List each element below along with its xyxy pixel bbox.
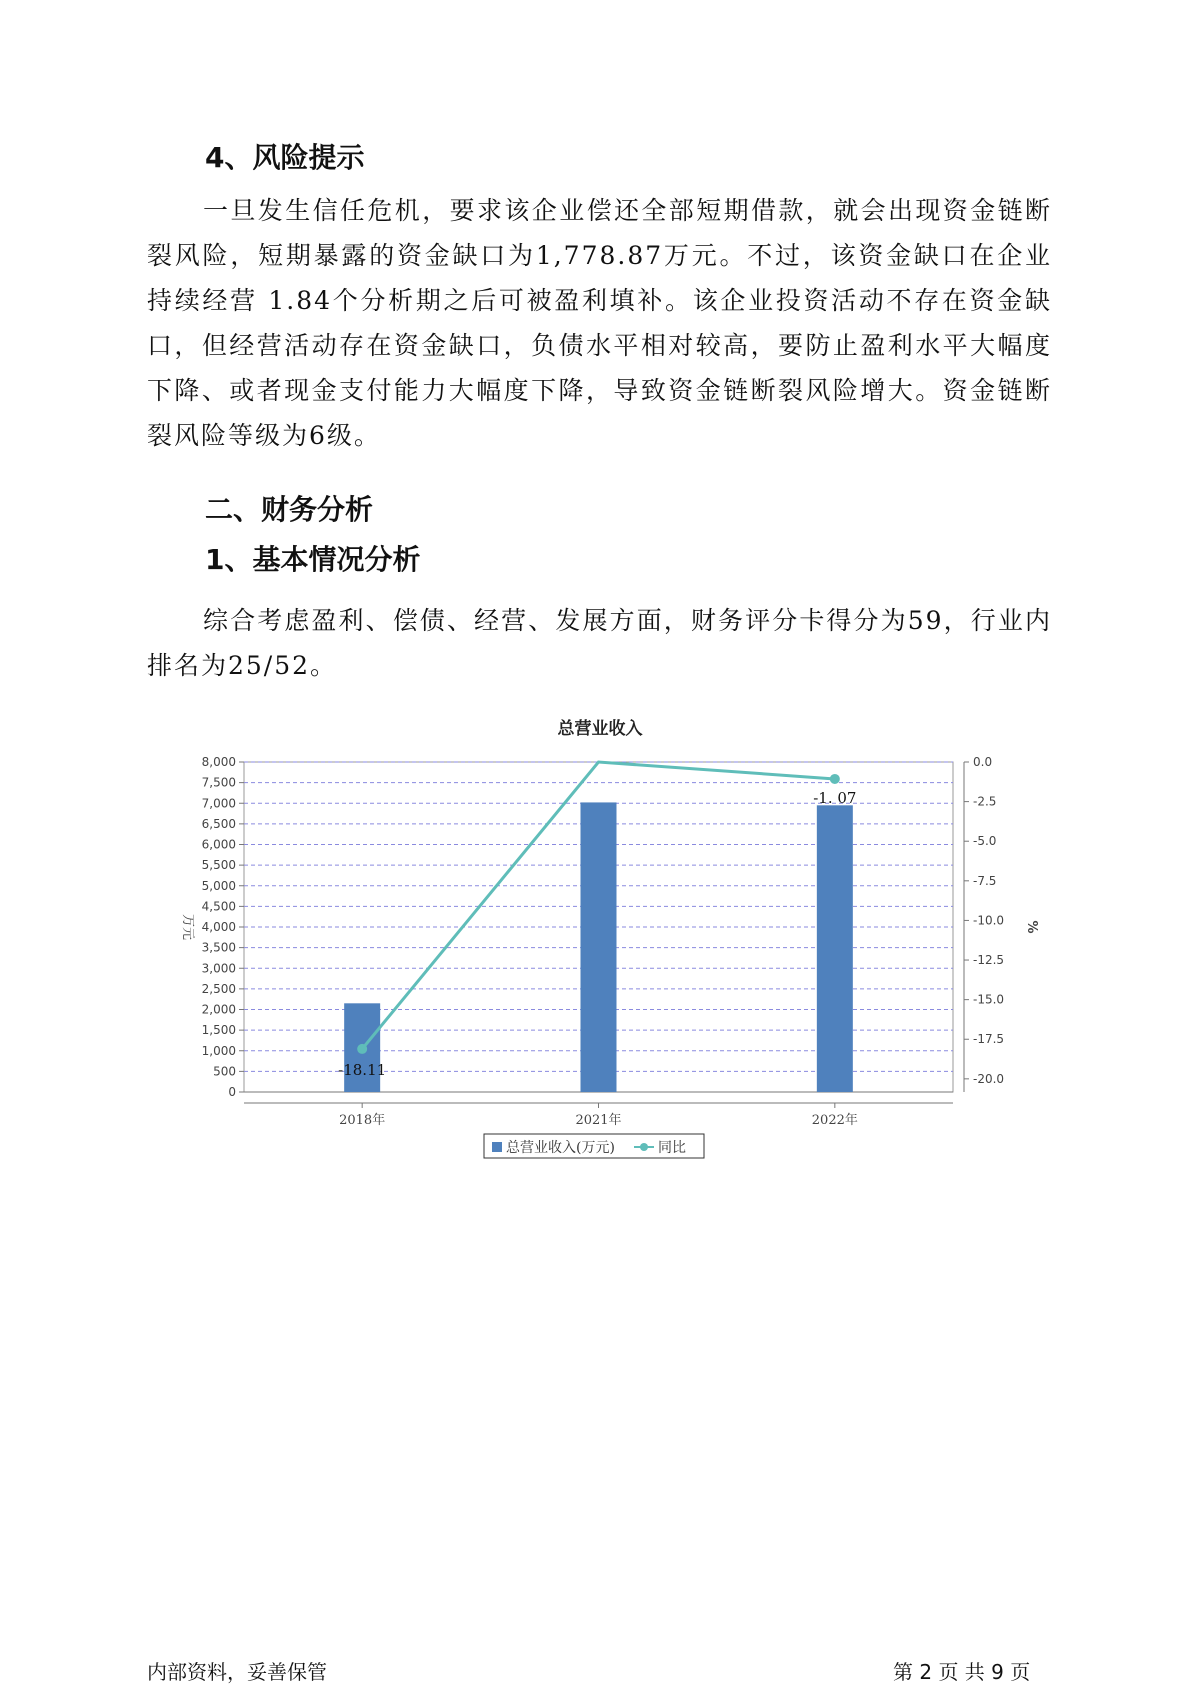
- chart-legend: [484, 1134, 704, 1158]
- left-tick-label: 7,500: [201, 775, 236, 790]
- yoy-point: [357, 1044, 367, 1054]
- financial-analysis-heading: 二、财务分析: [205, 493, 374, 526]
- x-tick-label: 2022年: [811, 1113, 858, 1128]
- right-tick-label: 0.0: [973, 755, 993, 769]
- yoy-data-label: -1. 07: [813, 788, 857, 807]
- right-y-ticks: [964, 755, 1004, 1086]
- right-tick-label: -17.5: [973, 1032, 1005, 1047]
- left-tick-label: 6,500: [201, 816, 236, 831]
- yoy-data-label: -18.11: [338, 1060, 387, 1079]
- x-tick-label: 2021年: [575, 1113, 622, 1128]
- left-tick-label: 1,500: [201, 1023, 236, 1038]
- right-tick-label: -2.5: [973, 794, 997, 809]
- left-tick-label: 5,500: [201, 858, 236, 873]
- right-tick-label: -15.0: [973, 992, 1005, 1007]
- left-tick-label: 2,500: [201, 981, 236, 996]
- footer-page-number: 第 2 页 共 9 页: [893, 1660, 1031, 1684]
- right-tick-label: -7.5: [973, 873, 997, 888]
- legend-bar-swatch: [492, 1142, 502, 1152]
- right-tick-label: -20.0: [973, 1071, 1005, 1086]
- risk-paragraph: 一旦发生信任危机，要求该企业偿还全部短期借款，就会出现资金链断裂风险，短期暴露的资金缺口为1,778.87万元。不过，该资金缺口在企业持续经营 1.84个分析期之后可被盈利填补。该企业投资活动不存在资金缺口，但经营活动存在资金缺口，负债水平相对较高，要防止盈利水平大幅度下降、或者现金支付能力大幅度下降，导致资金链断裂风险增大。资金链断裂风险等级为6级。: [147, 196, 1052, 450]
- basic-analysis-heading: 1、基本情况分析: [205, 543, 421, 576]
- left-tick-label: 3,500: [201, 940, 236, 955]
- revenue-bar: [581, 802, 617, 1092]
- footer-confidential: 内部资料，妥善保管: [147, 1660, 327, 1684]
- left-tick-label: 500: [213, 1064, 236, 1079]
- legend-bar-label: 总营业收入(万元): [506, 1140, 615, 1156]
- left-tick-label: 0: [228, 1085, 236, 1099]
- left-tick-label: 6,000: [201, 837, 236, 852]
- revenue-bar: [817, 805, 853, 1092]
- legend-line-marker: [640, 1143, 648, 1151]
- x-tick-label: 2018年: [339, 1113, 386, 1128]
- x-tick-labels: [339, 1103, 858, 1128]
- risk-heading: 4、风险提示: [205, 141, 365, 174]
- right-tick-label: -5.0: [973, 834, 997, 849]
- chart-title: 总营业收入: [557, 719, 643, 739]
- left-tick-label: 2,000: [201, 1002, 236, 1017]
- left-y-ticks: [202, 755, 244, 1099]
- yoy-point: [830, 774, 840, 784]
- left-tick-label: 1,000: [201, 1043, 236, 1058]
- left-tick-label: 4,000: [201, 920, 236, 934]
- right-axis-label: %: [1024, 920, 1039, 934]
- right-tick-label: -10.0: [973, 913, 1005, 928]
- revenue-chart: [170, 710, 1039, 1170]
- left-tick-label: 3,000: [201, 961, 236, 976]
- basic-analysis-paragraph: 综合考虑盈利、偿债、经营、发展方面，财务评分卡得分为59，行业内排名为25/52。: [147, 606, 1052, 680]
- left-tick-label: 8,000: [201, 755, 236, 769]
- left-tick-label: 7,000: [201, 796, 236, 811]
- left-tick-label: 4,500: [201, 899, 236, 914]
- left-tick-label: 5,000: [201, 878, 236, 893]
- left-axis-label: 万元: [180, 913, 195, 941]
- revenue-chart-svg: [170, 710, 1039, 1170]
- legend-line-label: 同比: [658, 1140, 686, 1156]
- right-tick-label: -12.5: [973, 953, 1005, 968]
